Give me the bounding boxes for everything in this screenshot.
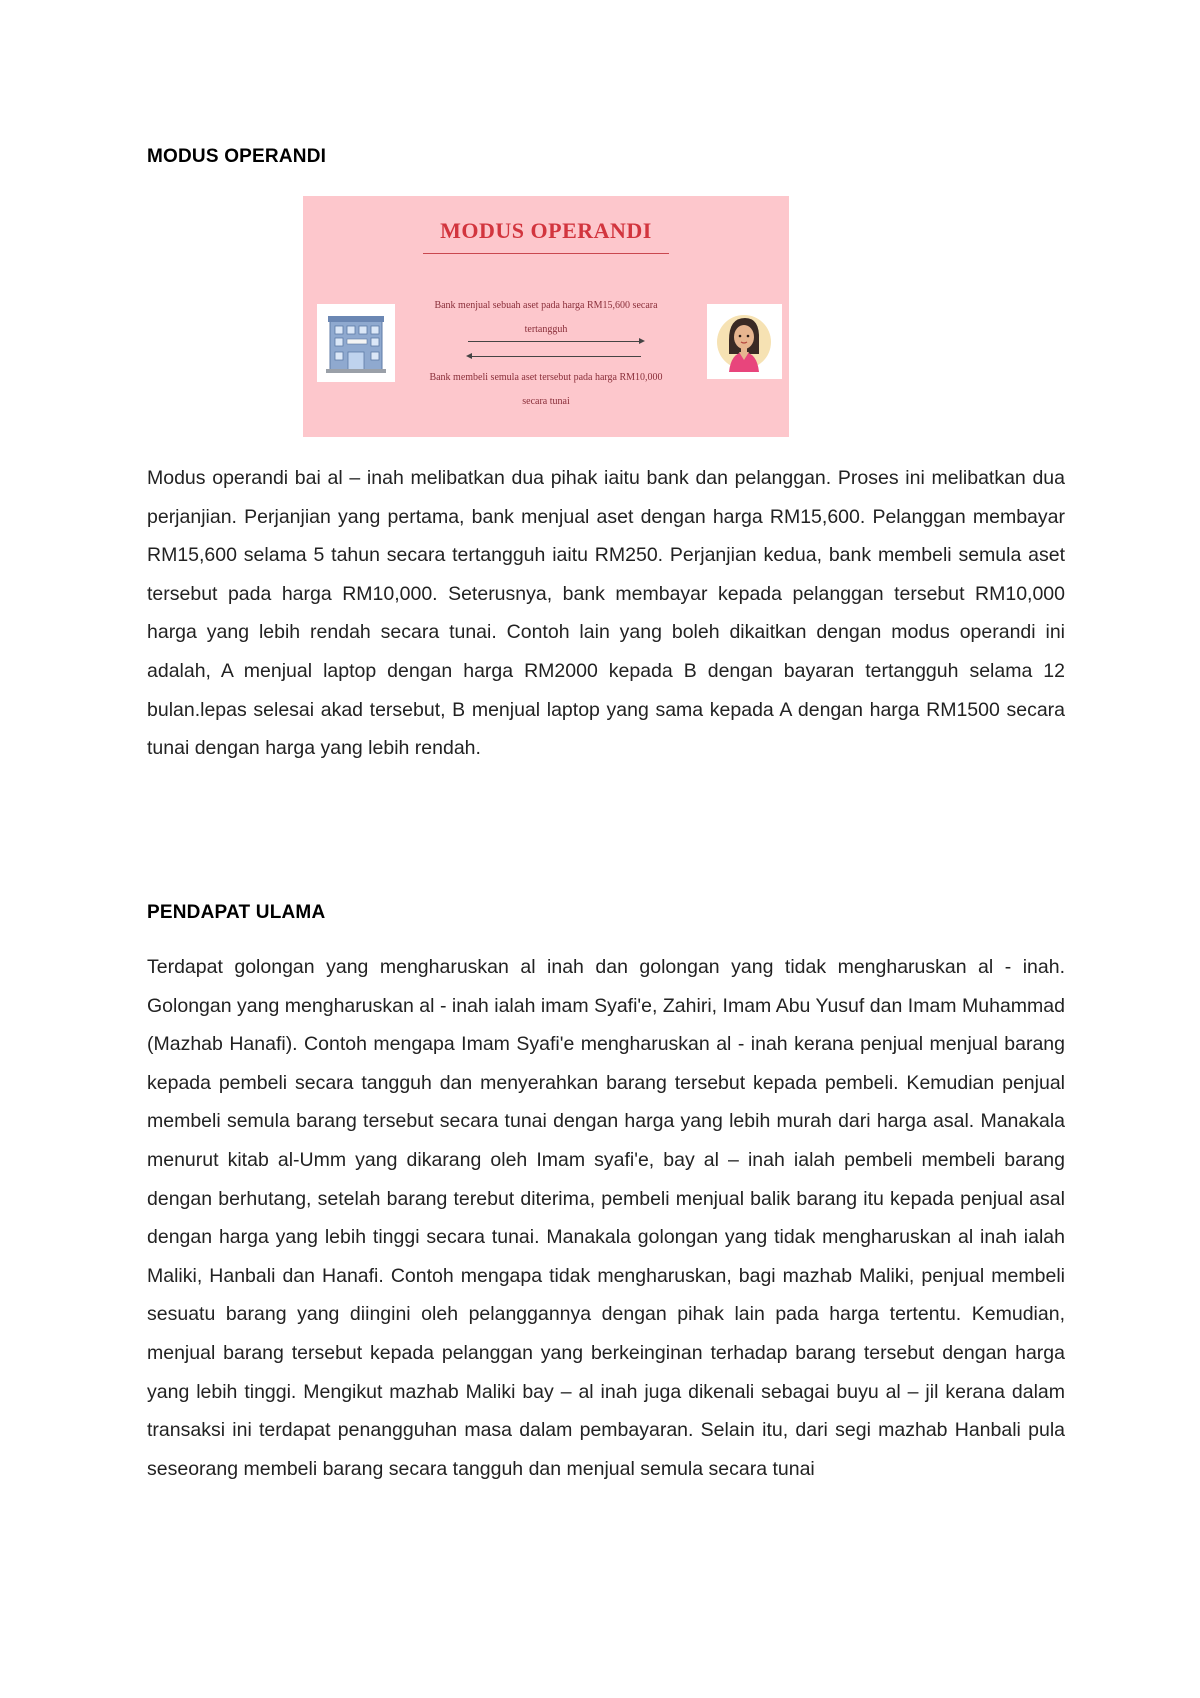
figure-note-buyback-cash: Bank membeli semula aset tersebut pada harga RM10,000 secara tunai <box>429 372 663 407</box>
section-heading-pendapat-ulama: PENDAPAT ULAMA <box>147 902 326 923</box>
customer-woman-icon <box>707 304 782 379</box>
pendapat-ulama-paragraph: Terdapat golongan yang mengharuskan al inah dan golongan yang tidak mengharuskan al - inah. Golongan yang mengharuskan al - inah ialah imam Syafi'e, Zahiri, Imam Abu Yusuf dan Imam Muhammad (Mazhab Hanafi). Contoh mengapa Imam Syafi'e mengharuskan al - inah kerana penjual menjual barang kepada pembeli secara tangguh dan menyerahkan barang tersebut kepada pembeli. Kemudian penjual membeli semula barang tersebut secara tunai dengan harga yang lebih murah dari harga asal. Manakala menurut kitab al-Umm yang dikarang oleh Imam syafi'e, bay al – inah ialah pembeli membeli barang dengan berhutang, setelah barang terebut diterima, pembeli menjual balik barang itu kepada penjual asal dengan harga yang lebih tinggi secara tunai. Manakala golongan yang tidak mengharuskan al inah ialah Maliki, Hanbali dan Hanafi. Contoh mengapa tidak mengharuskan, bagi mazhab Maliki, penjual membeli sesuatu barang yang diingini oleh pelanggannya dengan pihak lain pada harga tertentu. Kemudian, menjual barang tersebut kepada pelanggan yang berkeinginan terhadap barang tersebut dengan harga yang lebih tinggi. Mengikut mazhab Maliki bay – al inah juga dikenali sebagai buyu al – jil kerana dalam transaksi ini terdapat penangguhan masa dalam pembayaran. Selain itu, dari segi mazhab Hanbali pula seseorang membeli barang secara tangguh dan menjual semula secara tunai <box>147 956 1065 1480</box>
bank-building-icon <box>317 304 395 382</box>
arrow-right-line <box>468 341 641 342</box>
figure-title-underline <box>423 253 669 254</box>
arrow-right-icon <box>639 338 645 344</box>
section-heading-modus-operandi: MODUS OPERANDI <box>147 146 327 167</box>
arrow-left-line <box>468 356 641 357</box>
modus-operandi-figure <box>303 196 789 437</box>
modus-operandi-paragraph: Modus operandi bai al – inah melibatkan dua pihak iaitu bank dan pelanggan. Proses ini melibatkan dua perjanjian. Perjanjian yang pertama, bank menjual aset dengan harga RM15,600. Pelanggan membayar RM15,600 selama 5 tahun secara tertangguh iaitu RM250. Perjanjian kedua, bank membeli semula aset tersebut pada harga RM10,000. Seterusnya, bank membayar kepada pelanggan tersebut RM10,000 harga yang lebih rendah secara tunai. Contoh lain yang boleh dikaitkan dengan modus operandi ini adalah, A menjual laptop dengan harga RM2000 kepada B dengan bayaran tertangguh selama 12 bulan.lepas selesai akad tersebut, B menjual laptop yang sama kepada A dengan harga RM1500 secara tunai dengan harga yang lebih rendah. <box>147 467 1065 760</box>
figure-note-sell-deferred: Bank menjual sebuah aset pada harga RM15,600 secara tertangguh <box>434 300 658 335</box>
figure-title: MODUS OPERANDI <box>440 218 652 243</box>
arrow-left-icon <box>466 353 472 359</box>
